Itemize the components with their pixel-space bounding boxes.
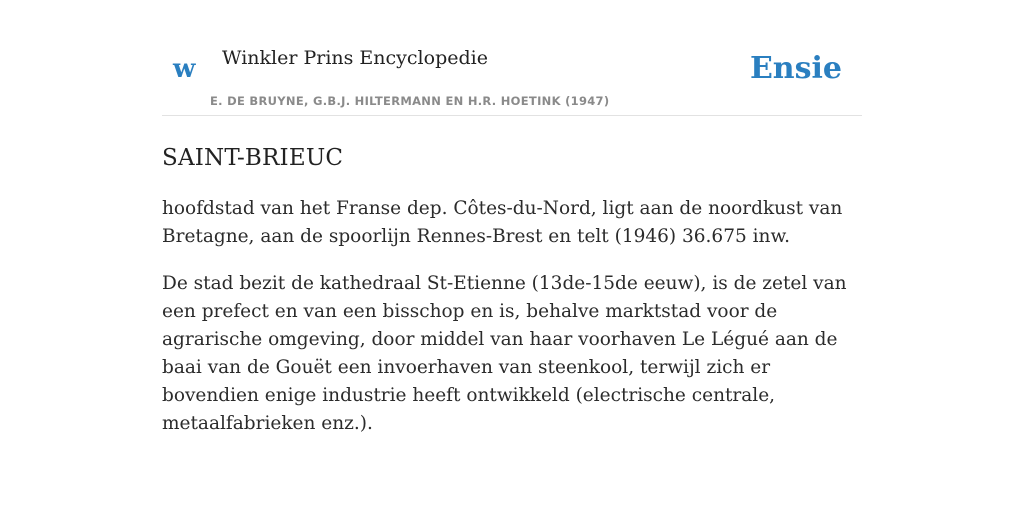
article-paragraph: hoofdstad van het Franse dep. Côtes-du-Nord, ligt aan de noordkust van Bretagne, aan de spoorlijn Rennes-Brest en telt (1946) 36.675 inw. — [162, 198, 843, 247]
source-title[interactable]: Winkler Prins Encyclopedie — [222, 47, 488, 69]
source-authors: E. DE BRUYNE, G.B.J. HILTERMANN EN H.R. HOETINK (1947) — [210, 94, 610, 108]
source-header — [162, 0, 862, 116]
article-title: SAINT-BRIEUC — [162, 145, 344, 171]
source-logo[interactable]: w — [173, 54, 196, 84]
brand-logo[interactable]: Ensie — [749, 51, 842, 86]
page — [162, 0, 862, 438]
article-paragraph: De stad bezit de kathedraal St-Etienne (13de-15de eeuw), is de zetel van een prefect en van een bisschop en is, behalve marktstad voor de agrarische omgeving, door middel van haar voorhaven Le Légué aan de baai van de Gouët een invoerhaven van steenkool, terwijl zich er bovendien enige industrie heeft ontwikkeld (electrische centrale, metaalfabrieken enz.). — [162, 273, 847, 434]
